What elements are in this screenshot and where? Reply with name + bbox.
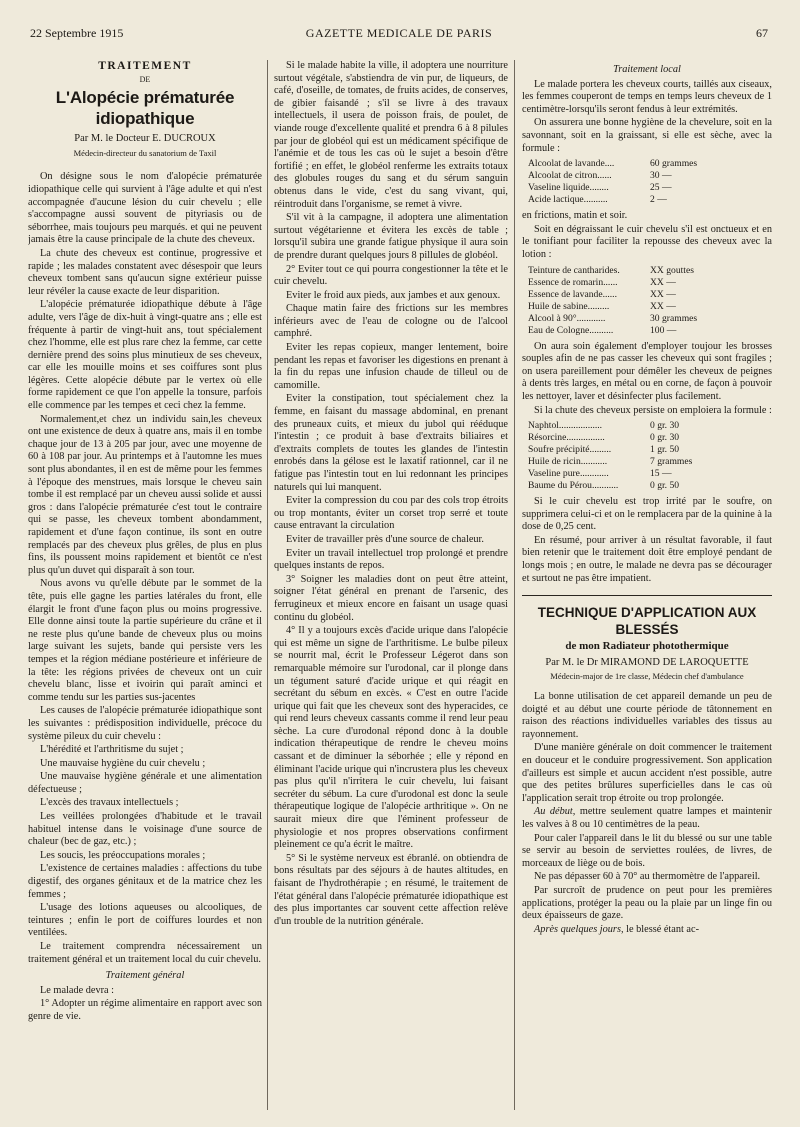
formula-row — [528, 444, 772, 456]
ingredient-name: Alcoolat de citron...... — [528, 170, 612, 182]
ingredient-qty: 0 gr. 30 — [650, 420, 680, 432]
header-page-number: 67 — [756, 26, 768, 40]
ingredient-name: Acide lactique.......... — [528, 194, 608, 206]
ingredient-qty: 1 gr. 50 — [650, 444, 680, 456]
paragraph: L'excès des travaux intellectuels ; — [40, 797, 179, 809]
article2-author: Par M. le Dr MIRAMOND DE LAROQUETTE — [545, 656, 749, 668]
paragraph: Une mauvaise hygiène générale et une alimentation défectueuse ; — [28, 771, 262, 795]
header-date: 22 Septembre 1915 — [30, 26, 124, 40]
paragraph: Les causes de l'alopécie prématurée idiopathique sont les suivantes : prédisposition individuelle, précoce du système pileux du cuir chevelu : — [28, 705, 262, 742]
formula-row — [528, 194, 772, 206]
paragraph: 2° Eviter tout ce qui pourra congestionner la tête et le cuir chevelu. — [274, 263, 508, 288]
italic-lead: Après quelques jours, — [534, 923, 624, 935]
ingredient-qty: XX — — [650, 276, 676, 288]
column-divider — [267, 60, 268, 1110]
paragraph: Nous avons vu qu'elle débute par le sommet de la tête, puis elle gagne les parties latérales du front, elle élargit le front d'une façon plus ou moins progressive. Elle donne ainsi toute la partie supérieure du crâne et il ne reste plus qu'une bande de cheveux plus ou moins large suivant les sujets, bande qui persiste vers les tempes et la région médiane postérieure et inférieure de la tête: les régions privées de cheveux ont un cuir chevelu blanc, lisse et ivoirin qui paraît aminci et comme tendu sur les parties sus-jacentes — [28, 578, 262, 703]
paragraph: On aura soin également d'employer toujour les brosses souples afin de ne pas casser les cheveux qui sont fragiles ; on usera pareillement pour démêler les cheveux de peignes à dents très larges, en métal ou en corne, de façon à pouvoir les nettoyer, laver et désinfecter plus facilement. — [522, 340, 772, 402]
formula-row — [528, 456, 772, 468]
article2-title: TECHNIQUE D'APPLICATION AUX BLESSÉS — [537, 605, 757, 638]
column-1 — [28, 60, 262, 1120]
paragraph: 1° Adopter un régime alimentaire en rapport avec son genre de vie. — [28, 998, 262, 1022]
ingredient-qty: 0 gr. 50 — [650, 480, 680, 492]
formula-row — [528, 265, 772, 277]
formula-row — [528, 432, 772, 444]
column-divider — [514, 60, 515, 1110]
paragraph: L'alopécie prématurée idiopathique débute à l'âge adulte, vers l'âge de dix-huit à vingt-quatre ans ; elle est fréquente à partir de vingt-huit ans, tout spécialement chez l'homme, elle est plus rare chez la femme, car cette dernière prend des soins plus minutieux de ses cheveux, car elle les mouille moins et ses coiffures sont plus légères. Cette alopécie débute par le vertex où elle forme rapidement ce que l'on appelle la tonsure, parfois elle commence par les tempes et ceci chez la femme. — [28, 299, 262, 412]
paragraph: Le malade portera les cheveux courts, taillés aux ciseaux, les femmes couperont de temps en temps leurs cheveux de 1 centimètre-lorsqu'ils seront fendus à leur extrémités. — [522, 78, 772, 115]
ingredient-qty: 30 — — [650, 170, 672, 182]
paragraph — [522, 806, 772, 831]
article2-affiliation: Médecin-major de 1re classe, Médecin chef d'ambulance — [550, 671, 744, 682]
formula-row — [528, 301, 772, 313]
formula-list — [528, 420, 772, 492]
paragraph: Eviter un travail intellectuel trop prolongé et prendre quelques instants de repos. — [274, 547, 508, 572]
formula-row — [528, 158, 772, 170]
formula-list — [528, 265, 772, 337]
paragraph: Si la chute des cheveux persiste on emploiera la formule : — [534, 404, 772, 416]
formula-row — [528, 170, 772, 182]
ingredient-name: Alcool à 90°............ — [528, 312, 606, 324]
paragraph: Les veillées prolongées d'habitude et le travail habituel intense dans le voisinage d'une source de chaleur (bec de gaz, etc.) ; — [28, 811, 262, 848]
column-3 — [522, 60, 772, 1120]
paragraph: Chaque matin faire des frictions sur les membres inférieurs avec de l'eau de cologne ou de l'alcool camphré. — [274, 303, 508, 340]
ingredient-name: Vaseline pure............ — [528, 468, 609, 480]
paragraph: On assurera une bonne hygiène de la chevelure, soit en la savonnant, soit en la graissant, si elle est sèche, avec la formule : — [522, 117, 772, 154]
paragraph: L'usage des lotions aqueuses ou alcooliques, de teintures ; enfin le port de coiffures lourdes et non ventilées. — [28, 902, 262, 939]
page-header — [30, 26, 768, 42]
paragraph: On désigne sous le nom d'alopécie prématurée idiopathique celle qui survient à l'âge adulte et qui n'est accompagnée d'aucune lésion du cuir chevelu ; elle s'accompagne aussi souvent de pityriasis ou de séborrhee, mais toujours peu marqués. et qui ne peuvent jamais être la cause principale de la chute des cheveux. — [28, 171, 262, 246]
paragraph: Le malade devra : — [40, 984, 115, 996]
paragraph: en frictions, matin et soir. — [522, 210, 628, 222]
ingredient-name: Essence de lavande...... — [528, 288, 617, 300]
ingredient-name: Soufre précipité......... — [528, 444, 612, 456]
paragraph: Si le malade habite la ville, il adoptera une nourriture surtout végétale, s'abstiendra de vin pur, de liqueurs, de café, d'oseille, de tomates, de fruits acides, de conserves, de gibier faisandé ; s'il se livre à des travaux intellectuels, il usera de poisson frais, de poulet, de viande rouge d'excellente qualité et prendra 6 à 8 pilules par jour de globéol qui est un médicament spécifique de l'anémie et de tous les cas où le sujet a besoin d'être fortifié ; en effet, le globéol renferme les extraits totaux des globules rouges du sang et du sérum sanguin obtenus dans le vide, c'est du sang vivant, qui, réintroduit dans l'organisme, se remet à vivre. — [274, 60, 508, 210]
paragraph: S'il vit à la campagne, il adoptera une alimentation surtout végétarienne et évitera les excès de table ; lorsqu'il subira une grande fatigue physique il aura soin de prendre durant quelques jours 8 pillules de globéol. — [274, 212, 508, 261]
ingredient-name: Vaseline liquide........ — [528, 182, 609, 194]
ingredient-name: Huile de ricin........... — [528, 456, 608, 468]
article-affiliation: Médecin-directeur du sanatorium de Taxil — [73, 147, 217, 158]
paragraph: Eviter la constipation, tout spécialement chez la femme, en faisant du massage abdominal, en prenant des pruneaux cuits, et mieux du jubol qui rééduque l'intestin ; ce produit à base d'extraits biliaires et d'extraits complets de toutes les glandes de l'intestin enrobés dans la gélose est le laxatif rationnel, car il ne fatigue pas l'intestin tout en lui redonnant les principes naturels qui lui manquent. — [274, 393, 508, 493]
ingredient-qty: 30 grammes — [650, 312, 698, 324]
ingredient-qty: XX — — [650, 300, 676, 312]
paragraph: L'hérédité et l'arthritisme du sujet ; — [40, 744, 184, 756]
italic-lead: Au début, — [534, 806, 576, 818]
paragraph — [522, 924, 772, 937]
article-separator — [522, 595, 772, 596]
ingredient-name: Teinture de cantharides. — [528, 264, 620, 276]
ingredient-qty: 100 — — [650, 324, 677, 336]
ingredient-qty: 15 — — [650, 468, 672, 480]
paragraph: Le traitement comprendra nécessairement un traitement général et un traitement local du cuir chevelu. — [28, 941, 262, 965]
formula-row — [528, 182, 772, 194]
ingredient-qty: 60 grammes — [650, 158, 698, 170]
article2-subtitle: de mon Radiateur photothermique — [565, 640, 729, 653]
paragraph: La chute des cheveux est continue, progressive et rapide ; les malades constatent avec désespoir que leurs cheveux tombent sans qu'aucun signe extérieur puisse leur révéler la cause exacte de leur disparition. — [28, 247, 262, 297]
ingredient-name: Alcoolat de lavande.... — [528, 158, 615, 170]
formula-row — [528, 289, 772, 301]
ingredient-qty: 25 — — [650, 182, 672, 194]
ingredient-qty: XX gouttes — [650, 264, 694, 276]
paragraph: Normalement,et chez un individu sain,les cheveux ont une existence de deux à quatre ans, mais il en tombe chaque jour de 13 à 205 par jour, avec une moyenne de 60 à 108 par jour. Au printemps et à l'automne les mues sont plus abondantes, il en est de même pour les femmes à l'époque des menstrues, mais lorsque le cheveu sain tombe il est remplacé par un cheveu aussi solide et aussi gros : dans l'alopécie prématurée c'est tout le contraire qui se passe, les cheveux tombent abondamment, rapidement et d'une façon continue, ils sont en outre remplacés par des cheveux plus grêles, de plus en plus fins, ils poussent moins rapidement et bientôt ce n'est plus qu'un duvet qui disparaît à son tour. — [28, 413, 262, 576]
paragraph: Eviter la compression du cou par des cols trop étroits ou trop montants, éviter un corset trop serré et toute cause entravant la circulation — [274, 495, 508, 532]
article-title: L'Alopécie prématurée idiopathique — [55, 88, 235, 129]
formula-row — [528, 468, 772, 480]
article-kicker-de: DE — [139, 74, 151, 84]
formula-row — [528, 420, 772, 432]
formula-row — [528, 325, 772, 337]
formula-row — [528, 480, 772, 492]
column-2 — [274, 60, 508, 1110]
ingredient-name: Essence de romarin...... — [528, 276, 618, 288]
paragraph: L'existence de certaines maladies : affections du tube digestif, des organes génitaux et de la matrice chez les femmes ; — [28, 863, 262, 900]
paragraph: D'une manière générale on doit commencer le traitement en douceur et le conduire progressivement. Son application d'ailleurs est simple et aucun accident n'est possible, autre que des petites brûlures superficielles dans le cas où l'application serait trop étroite ou trop prolongée. — [522, 742, 772, 804]
paragraph: 3° Soigner les maladies dont on peut être atteint, soigner l'état général en prenant de l'arsenic, des ferrugineux et mieux encore en faisant un usage quasi continu du globéol. — [274, 573, 508, 623]
ingredient-name: Eau de Cologne.......... — [528, 324, 614, 336]
subheading-general: Traitement général — [105, 970, 185, 982]
ingredient-name: Huile de sabine......... — [528, 300, 610, 312]
paragraph: Pour caler l'appareil dans le lit du blessé ou sur une table se servir au besoin de serviettes roulées, de livres, de morceaux de liège ou de bois. — [522, 832, 772, 869]
paragraph: Eviter les repas copieux, manger lentement, boire pendant les repas et favoriser les digestions en prenant à la fin du repas une infusion chaude de tilleul ou de camomille. — [274, 342, 508, 391]
formula-row — [528, 277, 772, 289]
article-author: Par M. le Docteur E. DUCROUX — [74, 133, 216, 145]
paragraph: Ne pas dépasser 60 à 70° au thermomètre de l'appareil. — [534, 871, 761, 883]
ingredient-qty: XX — — [650, 288, 676, 300]
paragraph: Soit en dégraissant le cuir chevelu s'il est onctueux et en le tonifiant pour faciliter la repousse des cheveux avec la lotion : — [522, 223, 772, 260]
ingredient-qty: 0 gr. 30 — [650, 432, 680, 444]
formula-list — [528, 158, 772, 206]
paragraph: 4° Il y a toujours excès d'acide urique dans l'alopécie qui est même un signe de l'arthritisme. Le bulbe pileux se nourrit mal, écrit le Professeur Légerot dans son remarquable mémoire sur l'urodonal, car il plonge dans un tégument saturé d'acide urique et qui réagit en secrétant du sébum en excès. « C'est en outre l'acide urique qui fait que les cheveux sont des hyperacides, ce qui rend leurs cheveux cassants comme il rend leur peau sèche. La cure d'urodonal répond donc à la double indication thérapeutique de rendre le cheveu moins cassant et de diminuer la séborhée ; elle y répond en éliminant l'acide urique qui n'incrustera plus les cheveux pas plus qu'il n'irritera le cuir chevelu, lui faisant secréter du sébum. La cure d'urodonal est donc la seule thérapeutique logique de l'alopécie arthritique ». On ne saurait mieux dire que l'éminent professeur de physiologie et nos propres observations confirment pleinement ce qu'a écrit le maître. — [274, 625, 508, 851]
paragraph: Eviter de travailler près d'une source de chaleur. — [286, 533, 484, 545]
subheading-local: Traitement local — [613, 64, 681, 75]
formula-row — [528, 313, 772, 325]
paragraph: Si le cuir chevelu est trop irrité par le soufre, on supprimera celui-ci et on le remplacera par de la quinine à la dose de 0,25 cent. — [522, 496, 772, 533]
header-title: GAZETTE MEDICALE DE PARIS — [305, 26, 493, 40]
paragraph: Une mauvaise hygiène du cuir chevelu ; — [40, 757, 206, 769]
paragraph: Eviter le froid aux pieds, aux jambes et aux genoux. — [286, 289, 501, 301]
ingredient-name: Naphtol.................. — [528, 420, 603, 432]
paragraph: Les soucis, les préoccupations morales ; — [40, 849, 206, 861]
ingredient-name: Résorcine................ — [528, 432, 605, 444]
paragraph: En résumé, pour arriver à un résultat favorable, il faut bien retenir que le traitement doit être employé pendant de longs mois ; en outre, le malade ne devra pas se décourager et surtout ne pas être impatient. — [522, 534, 772, 584]
paragraph-text: le blessé étant ac- — [623, 923, 700, 935]
ingredient-qty: 2 — — [650, 194, 667, 206]
paragraph: 5° Si le système nerveux est ébranlé. on obtiendra de bons résultats par des séjours à de hautes altitudes, en faisant de l'hydrothérapie ; en résumé, le traitement de l'état général dans l'alopécie prématurée idiopathique est des plus importantes car souvent cette affection relève d'un trouble de la nutrition générale. — [274, 852, 508, 927]
article-kicker: TRAITEMENT — [98, 60, 192, 72]
paragraph: Par surcroît de prudence on peut pour les premières applications, protéger la peau ou la plaie par un linge fin ou deux épaisseurs de gaze. — [522, 884, 772, 922]
ingredient-name: Baume du Pérou........... — [528, 480, 619, 492]
paragraph: La bonne utilisation de cet appareil demande un peu de doigté et au début une courte période de tâtonnement en raison des réactions individuelles variables des tissus au rayonnement. — [522, 691, 772, 740]
paragraph-text: mettre seulement quatre lampes et maintenir les valves à 8 ou 10 centimètres de la peau. — [522, 806, 772, 830]
ingredient-qty: 7 grammes — [650, 456, 693, 468]
